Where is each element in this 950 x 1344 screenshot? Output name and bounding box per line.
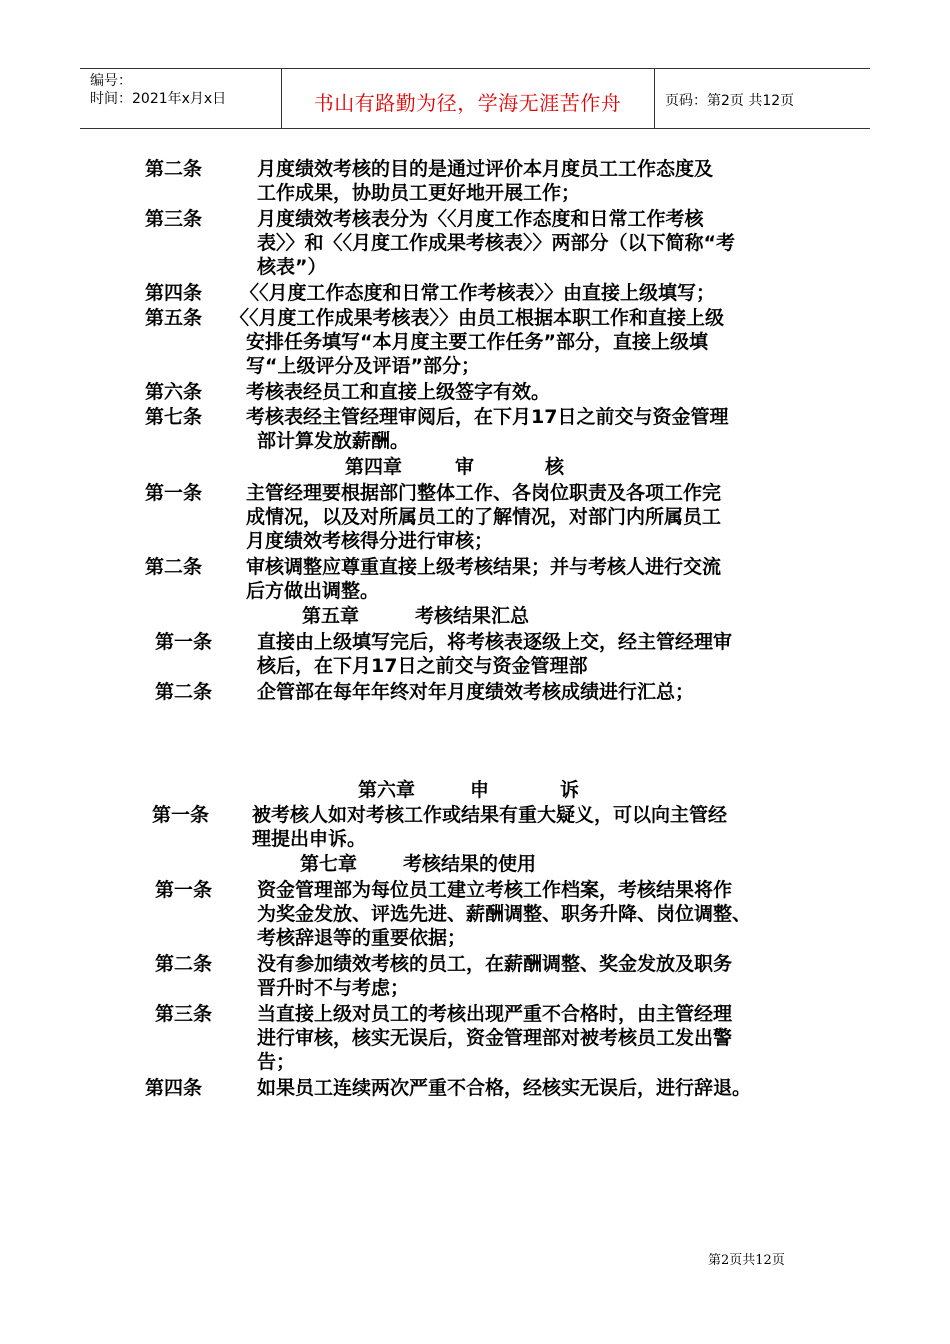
article-label: 第二条 xyxy=(155,953,213,975)
chapter-title: 考核结果汇总 xyxy=(415,605,530,627)
chapter-title: 诉 xyxy=(560,779,580,801)
article-text: 考核表经员工和直接上级签字有效。 xyxy=(246,381,551,403)
chapter-number: 第四章 xyxy=(345,456,403,478)
chapter-number: 第七章 xyxy=(300,853,358,875)
chapter-title: 申 xyxy=(470,779,490,801)
article-text: 后方做出调整。 xyxy=(246,580,380,602)
article-label: 第三条 xyxy=(145,208,203,230)
article-label: 第二条 xyxy=(145,158,203,180)
article-text: 写“上级评分及评语”部分； xyxy=(246,355,480,377)
article-text: 被考核人如对考核工作或结果有重大疑义，可以向主管经 xyxy=(252,804,728,826)
article-label: 第二条 xyxy=(145,556,203,578)
article-text: 月度绩效考核表分为〈〈月度工作态度和日常工作考核 xyxy=(257,208,704,230)
chapter-title: 考核结果的使用 xyxy=(403,853,537,875)
chapter-number: 第六章 xyxy=(358,779,416,801)
chapter-title: 核 xyxy=(545,456,565,478)
article-text: 考核辞退等的重要依据； xyxy=(257,927,467,949)
header-info-cell xyxy=(80,69,282,128)
article-text: 部计算发放薪酬。 xyxy=(257,430,410,452)
article-label: 第一条 xyxy=(155,631,213,653)
article-label: 第二条 xyxy=(155,681,213,703)
article-text: 考核表经主管经理审阅后，在下月17日之前交与资金管理 xyxy=(246,406,729,428)
motto-text: 书山有路勤为径，学海无涯苦作舟 xyxy=(313,91,622,115)
header-table xyxy=(80,68,870,129)
article-text: 为奖金发放、评选先进、薪酬调整、职务升降、岗位调整、 xyxy=(257,903,752,925)
article-label: 第一条 xyxy=(155,879,213,901)
article-text: 工作成果，协助员工更好地开展工作； xyxy=(257,182,581,204)
article-label: 第七条 xyxy=(145,406,203,428)
article-text: 表〉〉和〈〈月度工作成果考核表〉〉两部分（以下简称“考 xyxy=(257,232,735,254)
article-label: 第一条 xyxy=(152,804,210,826)
article-text: 核后，在下月17日之前交与资金管理部 xyxy=(257,655,588,677)
article-text: 成情况，以及对所属员工的了解情况，对部门内所属员工 xyxy=(246,506,722,528)
article-text: 当直接上级对员工的考核出现严重不合格时，由主管经理 xyxy=(257,1003,733,1025)
date-label: 时间：2021年x月x日 xyxy=(90,91,227,107)
article-text: 审核调整应尊重直接上级考核结果；并与考核人进行交流 xyxy=(246,556,722,578)
article-text: 直接由上级填写完后，将考核表逐级上交，经主管经理审 xyxy=(257,631,733,653)
header-motto-cell xyxy=(281,69,655,128)
article-text: 安排任务填写“本月度主要工作任务”部分，直接上级填 xyxy=(246,331,708,353)
article-text: 〈〈月度工作成果考核表〉〉由员工根据本职工作和直接上级 xyxy=(230,307,725,329)
article-text: 核表”） xyxy=(257,256,327,278)
article-text: 月度绩效考核的目的是通过评价本月度员工工作态度及 xyxy=(257,158,714,180)
article-text: 告； xyxy=(257,1051,296,1073)
header-page-cell xyxy=(655,69,870,128)
serial-number-label: 编号： xyxy=(90,73,132,89)
article-text: 没有参加绩效考核的员工，在薪酬调整、奖金发放及职务 xyxy=(257,953,733,975)
article-label: 第五条 xyxy=(145,307,203,329)
article-text: 月度绩效考核得分进行审核； xyxy=(246,530,494,552)
chapter-number: 第五章 xyxy=(302,605,360,627)
article-text: 主管经理要根据部门整体工作、各岗位职责及各项工作完 xyxy=(246,482,722,504)
article-label: 第四条 xyxy=(145,282,203,304)
chapter-title: 审 xyxy=(455,456,475,478)
article-text: 企管部在每年年终对年月度绩效考核成绩进行汇总； xyxy=(257,681,695,703)
article-text: 进行审核，核实无误后，资金管理部对被考核员工发出警 xyxy=(257,1027,733,1049)
article-text: 〈〈月度工作态度和日常工作考核表〉〉由直接上级填写； xyxy=(240,282,716,304)
article-text: 理提出申诉。 xyxy=(252,828,367,850)
footer-page-number: 第2页共12页 xyxy=(708,1253,785,1268)
article-text: 晋升时不与考虑； xyxy=(257,977,410,999)
article-label: 第一条 xyxy=(145,482,203,504)
article-label: 第六条 xyxy=(145,381,203,403)
article-label: 第三条 xyxy=(155,1003,213,1025)
page-number-label: 页码：第2页 共12页 xyxy=(665,93,795,109)
article-label: 第四条 xyxy=(145,1077,203,1099)
article-text: 如果员工连续两次严重不合格，经核实无误后，进行辞退。 xyxy=(257,1077,752,1099)
article-text: 资金管理部为每位员工建立考核工作档案，考核结果将作 xyxy=(257,879,733,901)
